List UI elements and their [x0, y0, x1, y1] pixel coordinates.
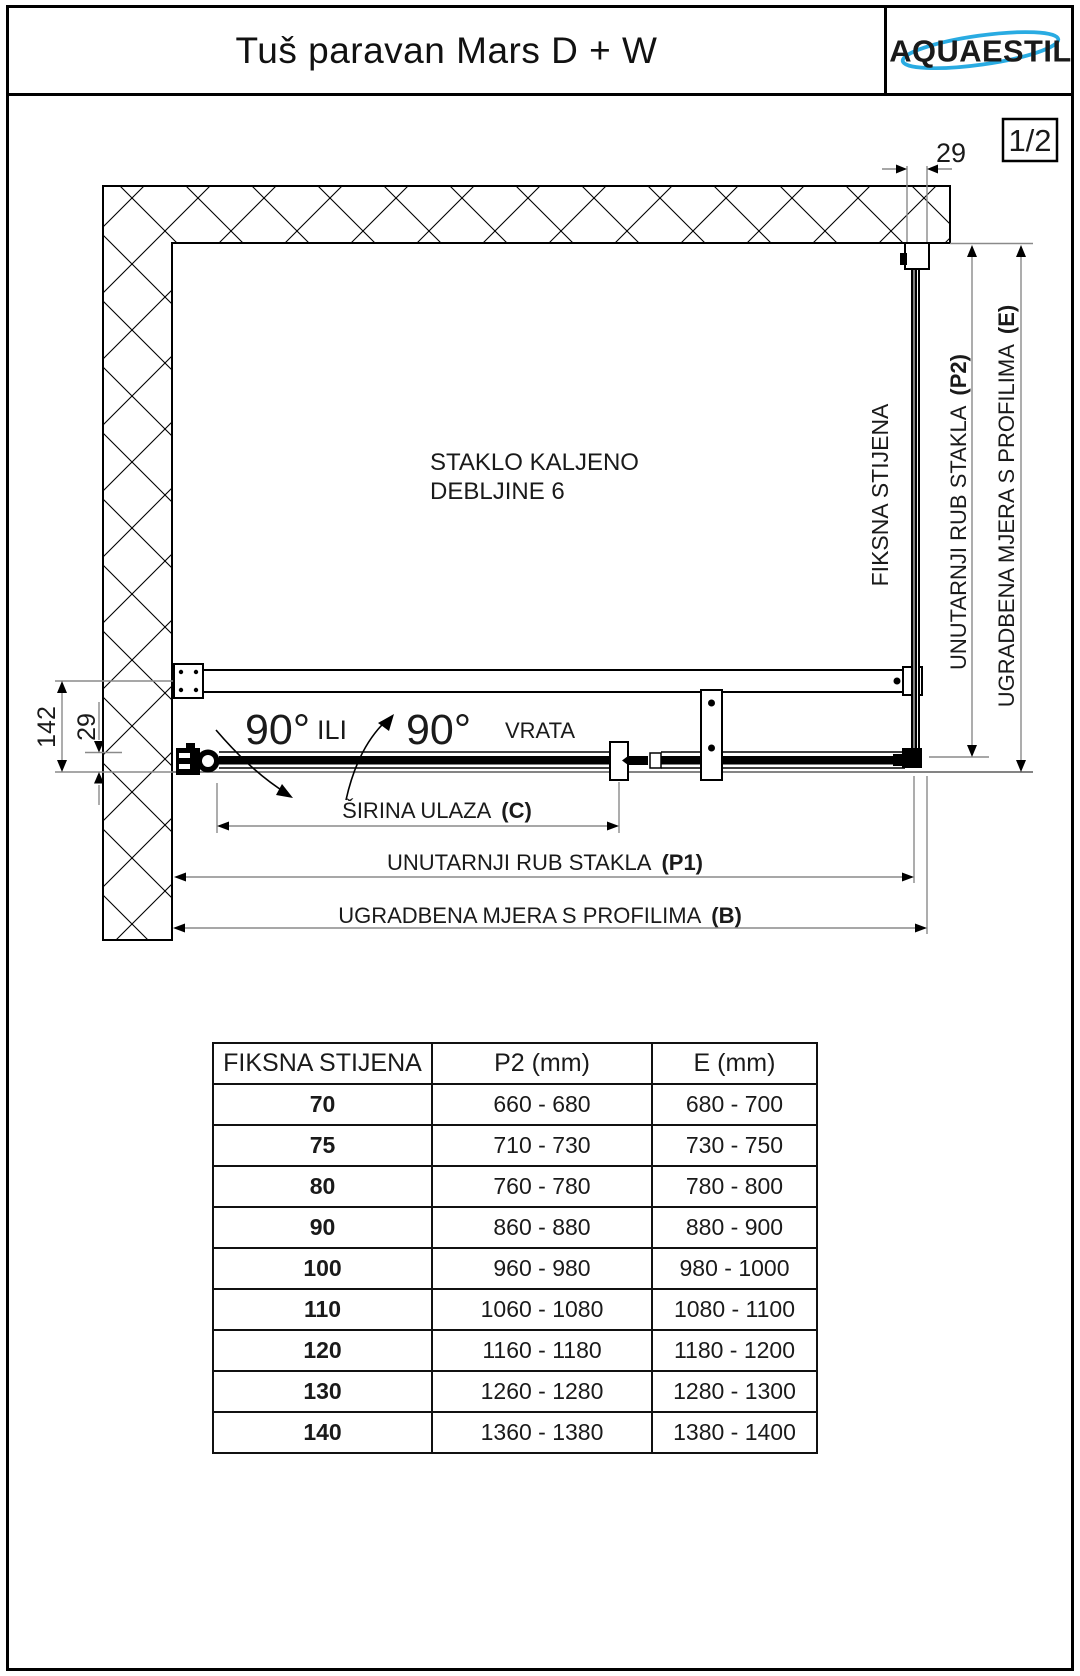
- cell-p2: 1360 - 1380: [432, 1412, 652, 1453]
- cell-e: 880 - 900: [652, 1207, 817, 1248]
- dim-142-label: 142: [33, 706, 61, 748]
- entry-width-label: [342, 798, 532, 823]
- glass-note-line2: DEBLJINE 6: [430, 478, 565, 505]
- p1-code: (P1): [661, 850, 704, 875]
- table-row: [213, 1371, 817, 1412]
- dim-29-left-label: 29: [73, 713, 101, 741]
- arrowhead: [607, 822, 619, 831]
- logo-text: AQUAESTIL: [889, 33, 1072, 69]
- table-row: [213, 1330, 817, 1371]
- door-hinge: [176, 743, 220, 775]
- page-title: Tuš paravan Mars D + W: [235, 30, 658, 71]
- arrowhead: [173, 924, 185, 933]
- table-row: [213, 1166, 817, 1207]
- panel-top-bracket: [905, 243, 929, 269]
- table-row: [213, 1125, 817, 1166]
- cell-e: 980 - 1000: [652, 1248, 817, 1289]
- install-measure-e-label: [994, 305, 1019, 707]
- arrowhead: [896, 165, 907, 174]
- cell-size: 120: [213, 1330, 432, 1371]
- cell-e: 730 - 750: [652, 1125, 817, 1166]
- cell-p2: 860 - 880: [432, 1207, 652, 1248]
- arrowhead: [217, 822, 229, 831]
- wall-hatch: [103, 186, 950, 940]
- wall-mount-plate: [174, 664, 203, 698]
- panel-top-clamp: [900, 253, 907, 265]
- e-code: (E): [994, 304, 1019, 335]
- p2-code: (P2): [946, 353, 971, 396]
- col-header-fiksna-stijena: FIKSNA STIJENA: [213, 1043, 432, 1084]
- mid-bracket: [701, 690, 722, 780]
- size-table: [212, 1042, 818, 1454]
- fixed-side-panel: [661, 752, 905, 768]
- cell-e: 1080 - 1100: [652, 1289, 817, 1330]
- fixed-wall-label: FIKSNA STIJENA: [867, 403, 893, 587]
- b-code: (B): [711, 903, 742, 928]
- table-row: [213, 1248, 817, 1289]
- table-row: [213, 1084, 817, 1125]
- cell-size: 140: [213, 1412, 432, 1453]
- door-label: VRATA: [505, 718, 576, 743]
- arrowhead: [174, 873, 186, 882]
- table-header-row: [213, 1043, 817, 1084]
- c-code: (C): [501, 798, 532, 823]
- inner-glass-edge-p1-label: [387, 850, 703, 875]
- table-row: [213, 1207, 817, 1248]
- table-row: [213, 1412, 817, 1453]
- angle-right-label: 90°: [406, 706, 472, 754]
- cell-size: 70: [213, 1084, 432, 1125]
- cell-p2: 660 - 680: [432, 1084, 652, 1125]
- angle-left-label: 90°: [245, 706, 311, 754]
- dim-29-top-label: 29: [936, 138, 967, 168]
- cell-p2: 710 - 730: [432, 1125, 652, 1166]
- cell-size: 90: [213, 1207, 432, 1248]
- install-measure-b-text: UGRADBENA MJERA S PROFILIMA: [338, 903, 702, 928]
- inner-glass-edge-p2-text: UNUTARNJI RUB STAKLA: [946, 405, 971, 671]
- page-number: 1/2: [1008, 123, 1052, 158]
- col-header-p2: P2 (mm): [432, 1043, 652, 1084]
- col-header-e: E (mm): [652, 1043, 817, 1084]
- or-label: ILI: [317, 715, 348, 745]
- cell-p2: 1060 - 1080: [432, 1289, 652, 1330]
- inner-glass-edge-p2-label: [946, 354, 971, 670]
- cell-size: 80: [213, 1166, 432, 1207]
- inner-glass-edge-p1-text: UNUTARNJI RUB STAKLA: [386, 850, 652, 875]
- install-measure-e-text: UGRADBENA MJERA S PROFILIMA: [994, 344, 1019, 708]
- cell-size: 100: [213, 1248, 432, 1289]
- cell-size: 75: [213, 1125, 432, 1166]
- cell-e: 1380 - 1400: [652, 1412, 817, 1453]
- arrowhead: [915, 924, 927, 933]
- cell-e: 780 - 800: [652, 1166, 817, 1207]
- cell-e: 1180 - 1200: [652, 1330, 817, 1371]
- arrowhead: [902, 873, 914, 882]
- cell-e: 1280 - 1300: [652, 1371, 817, 1412]
- cell-size: 130: [213, 1371, 432, 1412]
- install-measure-b-label: [338, 903, 742, 928]
- cell-p2: 960 - 980: [432, 1248, 652, 1289]
- support-bar: [174, 664, 922, 698]
- entry-width-text: ŠIRINA ULAZA: [342, 798, 492, 823]
- page-number-box: [1003, 119, 1057, 161]
- cell-p2: 1160 - 1180: [432, 1330, 652, 1371]
- cell-size: 110: [213, 1289, 432, 1330]
- cell-p2: 760 - 780: [432, 1166, 652, 1207]
- glass-note-line1: STAKLO KALJENO: [430, 449, 639, 476]
- cell-p2: 1260 - 1280: [432, 1371, 652, 1412]
- cell-e: 680 - 700: [652, 1084, 817, 1125]
- table-row: [213, 1289, 817, 1330]
